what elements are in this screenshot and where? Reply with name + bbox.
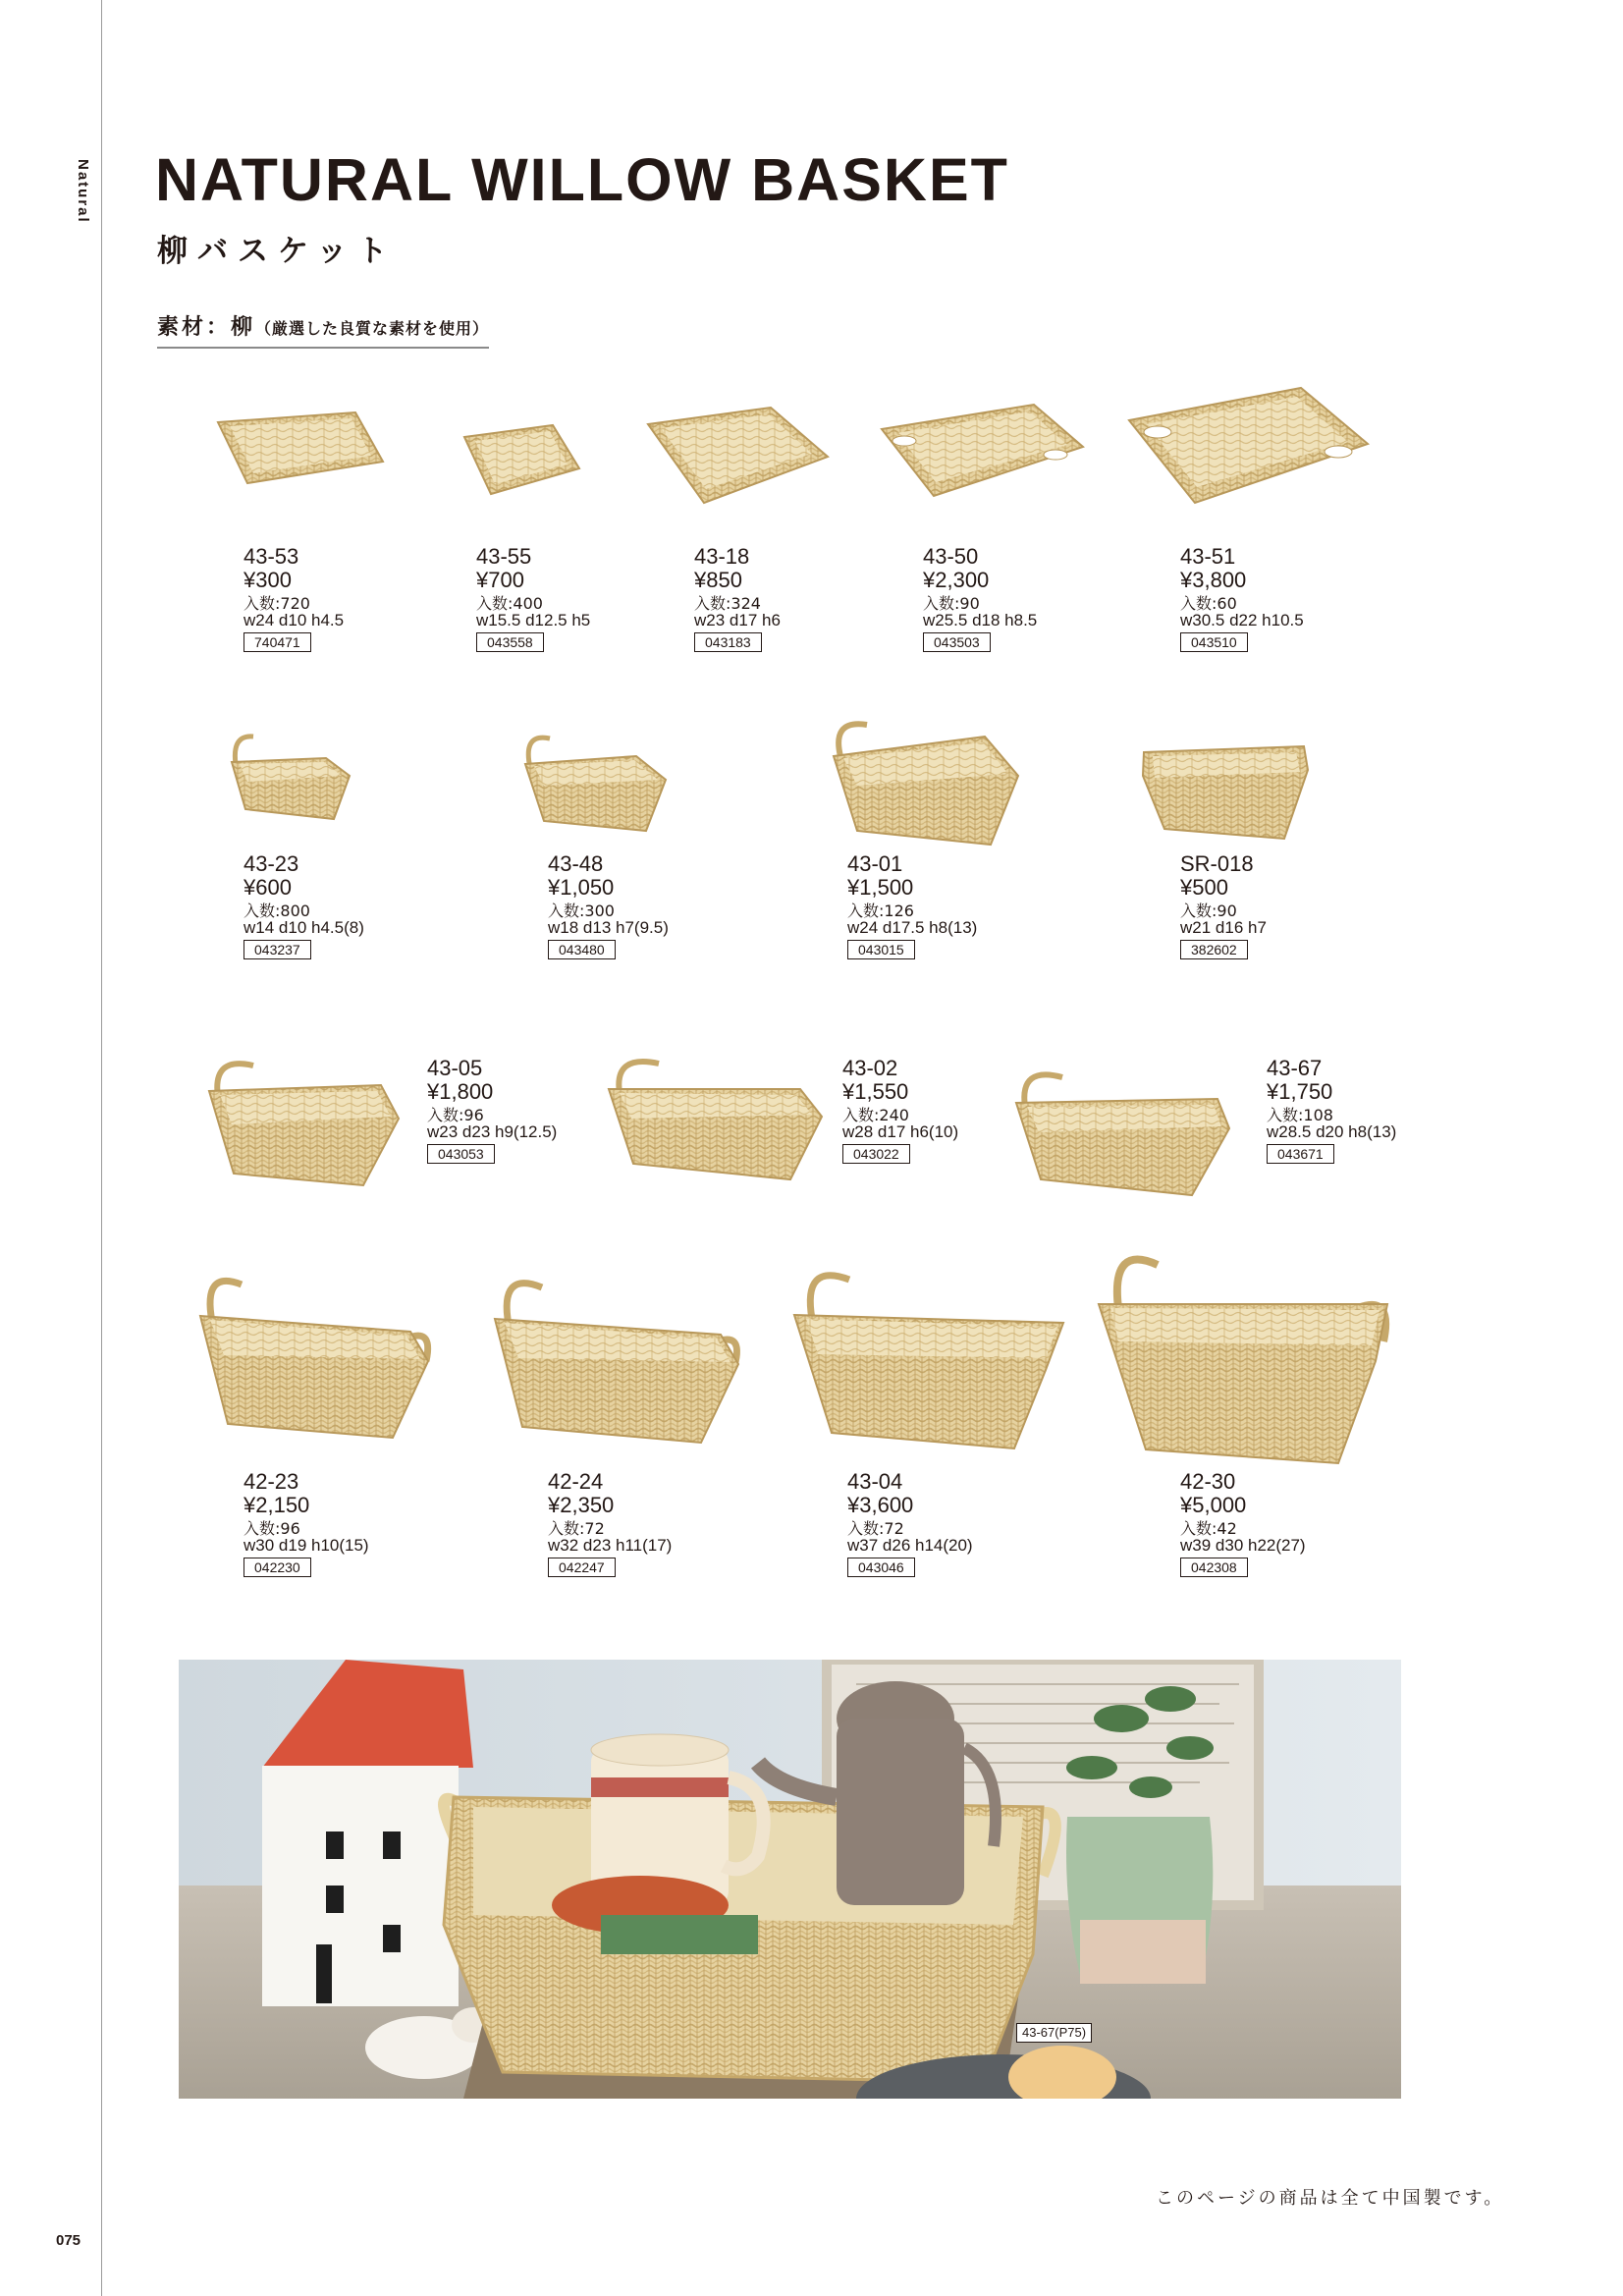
product-code: 43-48 <box>548 851 604 876</box>
product-jan-code: 043053 <box>427 1144 495 1164</box>
material-main: 素材：柳 <box>157 315 256 340</box>
page-margin-rule <box>101 0 102 2296</box>
product-code: 43-51 <box>1180 544 1236 569</box>
basket-image <box>520 725 668 835</box>
basket-image <box>204 1046 401 1188</box>
product-size: w28 d17 h6(10) <box>842 1121 959 1141</box>
page-subtitle-ja: 柳バスケット <box>157 234 398 269</box>
product-jan-code: 043510 <box>1180 632 1248 652</box>
product-code: 43-67 <box>1267 1056 1323 1080</box>
basket-image <box>460 417 582 501</box>
product-price: ¥3,800 <box>1180 567 1247 592</box>
product-code: 43-23 <box>243 851 299 876</box>
basket-image <box>489 1270 742 1447</box>
product-code: 42-30 <box>1180 1469 1236 1494</box>
product-code: SR-018 <box>1180 851 1254 876</box>
product-jan-code: 043480 <box>548 940 616 959</box>
product-size: w23 d17 h6 <box>694 610 781 629</box>
product-jan-code: 043671 <box>1267 1144 1334 1164</box>
product-info <box>694 545 781 652</box>
product-size: w30 d19 h10(15) <box>243 1535 369 1555</box>
product-info <box>476 545 590 652</box>
product-size: w25.5 d18 h8.5 <box>923 610 1038 629</box>
product-code: 43-01 <box>847 851 903 876</box>
product-quantity: 入数:240 <box>842 1105 909 1124</box>
product-info <box>847 1470 973 1577</box>
product-size: w21 d16 h7 <box>1180 917 1267 937</box>
basket-image <box>604 1046 825 1183</box>
product-quantity: 入数:72 <box>548 1518 605 1538</box>
product-jan-code: 043183 <box>694 632 762 652</box>
product-jan-code: 042247 <box>548 1558 616 1577</box>
product-size: w18 d13 h7(9.5) <box>548 917 669 937</box>
product-code: 43-04 <box>847 1469 903 1494</box>
product-quantity: 入数:90 <box>923 593 980 613</box>
product-code: 43-18 <box>694 544 750 569</box>
product-quantity: 入数:400 <box>476 593 543 613</box>
product-size: w30.5 d22 h10.5 <box>1180 610 1304 629</box>
product-info <box>1180 852 1267 959</box>
product-quantity: 入数:96 <box>427 1105 484 1124</box>
product-price: ¥2,150 <box>243 1492 310 1517</box>
product-quantity: 入数:90 <box>1180 901 1237 920</box>
product-price: ¥300 <box>243 567 292 592</box>
basket-image <box>1093 1239 1395 1467</box>
product-jan-code: 043015 <box>847 940 915 959</box>
product-quantity: 入数:324 <box>694 593 761 613</box>
product-quantity: 入数:60 <box>1180 593 1237 613</box>
product-price: ¥2,350 <box>548 1492 615 1517</box>
product-size: w15.5 d12.5 h5 <box>476 610 591 629</box>
photo-caption-tag: 43-67(P75) <box>1016 2023 1092 2043</box>
product-price: ¥600 <box>243 874 292 900</box>
product-jan-code: 043503 <box>923 632 991 652</box>
product-jan-code: 042230 <box>243 1558 311 1577</box>
product-info <box>847 852 977 959</box>
product-price: ¥1,800 <box>427 1078 494 1104</box>
product-size: w32 d23 h11(17) <box>548 1535 673 1555</box>
section-side-label: Natural <box>75 159 91 224</box>
product-price: ¥850 <box>694 567 742 592</box>
product-info <box>923 545 1037 652</box>
product-size: w39 d30 h22(27) <box>1180 1535 1306 1555</box>
product-quantity: 入数:126 <box>847 901 914 920</box>
product-jan-code: 042308 <box>1180 1558 1248 1577</box>
material-note <box>157 310 489 349</box>
product-jan-code: 382602 <box>1180 940 1248 959</box>
product-code: 43-53 <box>243 544 299 569</box>
origin-note: このページの商品は全て中国製です。 <box>1156 2188 1505 2209</box>
product-price: ¥1,550 <box>842 1078 909 1104</box>
product-quantity: 入数:42 <box>1180 1518 1237 1538</box>
product-jan-code: 043558 <box>476 632 544 652</box>
product-code: 43-05 <box>427 1056 483 1080</box>
product-price: ¥3,600 <box>847 1492 914 1517</box>
product-size: w14 d10 h4.5(8) <box>243 917 364 937</box>
product-size: w28.5 d20 h8(13) <box>1267 1121 1397 1141</box>
product-jan-code: 043237 <box>243 940 311 959</box>
product-price: ¥700 <box>476 567 524 592</box>
product-jan-code: 740471 <box>243 632 311 652</box>
product-code: 42-24 <box>548 1469 604 1494</box>
product-info <box>1267 1057 1396 1164</box>
basket-image <box>1124 383 1370 506</box>
product-code: 43-55 <box>476 544 532 569</box>
product-info <box>548 1470 672 1577</box>
basket-image <box>643 403 830 506</box>
product-quantity: 入数:300 <box>548 901 615 920</box>
basket-image <box>194 1267 432 1442</box>
basket-image <box>828 707 1019 849</box>
page-title: NATURAL WILLOW BASKET <box>155 146 1009 213</box>
basket-image <box>228 725 353 823</box>
product-quantity: 入数:108 <box>1267 1105 1333 1124</box>
basket-image <box>1011 1056 1232 1198</box>
product-price: ¥5,000 <box>1180 1492 1247 1517</box>
product-size: w37 d26 h14(20) <box>847 1535 973 1555</box>
product-quantity: 入数:720 <box>243 593 310 613</box>
product-info <box>243 1470 369 1577</box>
product-code: 43-02 <box>842 1056 898 1080</box>
product-info <box>243 545 344 652</box>
product-price: ¥1,500 <box>847 874 914 900</box>
product-quantity: 入数:72 <box>847 1518 904 1538</box>
product-jan-code: 043022 <box>842 1144 910 1164</box>
basket-image <box>208 403 385 491</box>
product-size: w24 d10 h4.5 <box>243 610 345 629</box>
product-code: 42-23 <box>243 1469 299 1494</box>
product-size: w23 d23 h9(12.5) <box>427 1121 558 1141</box>
page-number: 075 <box>56 2232 81 2249</box>
product-info <box>842 1057 958 1164</box>
product-info <box>1180 1470 1306 1577</box>
lifestyle-photo <box>179 1660 1401 2099</box>
product-size: w24 d17.5 h8(13) <box>847 917 978 937</box>
product-code: 43-50 <box>923 544 979 569</box>
product-price: ¥2,300 <box>923 567 990 592</box>
basket-image <box>877 400 1085 498</box>
product-quantity: 入数:96 <box>243 1518 300 1538</box>
product-info <box>243 852 364 959</box>
product-info <box>1180 545 1304 652</box>
product-price: ¥500 <box>1180 874 1228 900</box>
product-jan-code: 043046 <box>847 1558 915 1577</box>
product-price: ¥1,050 <box>548 874 615 900</box>
product-quantity: 入数:800 <box>243 901 310 920</box>
product-info <box>427 1057 557 1164</box>
product-price: ¥1,750 <box>1267 1078 1333 1104</box>
basket-image <box>1139 725 1311 843</box>
material-detail: （厳選した良質な素材を使用） <box>255 319 490 338</box>
basket-image <box>788 1260 1065 1453</box>
product-info <box>548 852 669 959</box>
